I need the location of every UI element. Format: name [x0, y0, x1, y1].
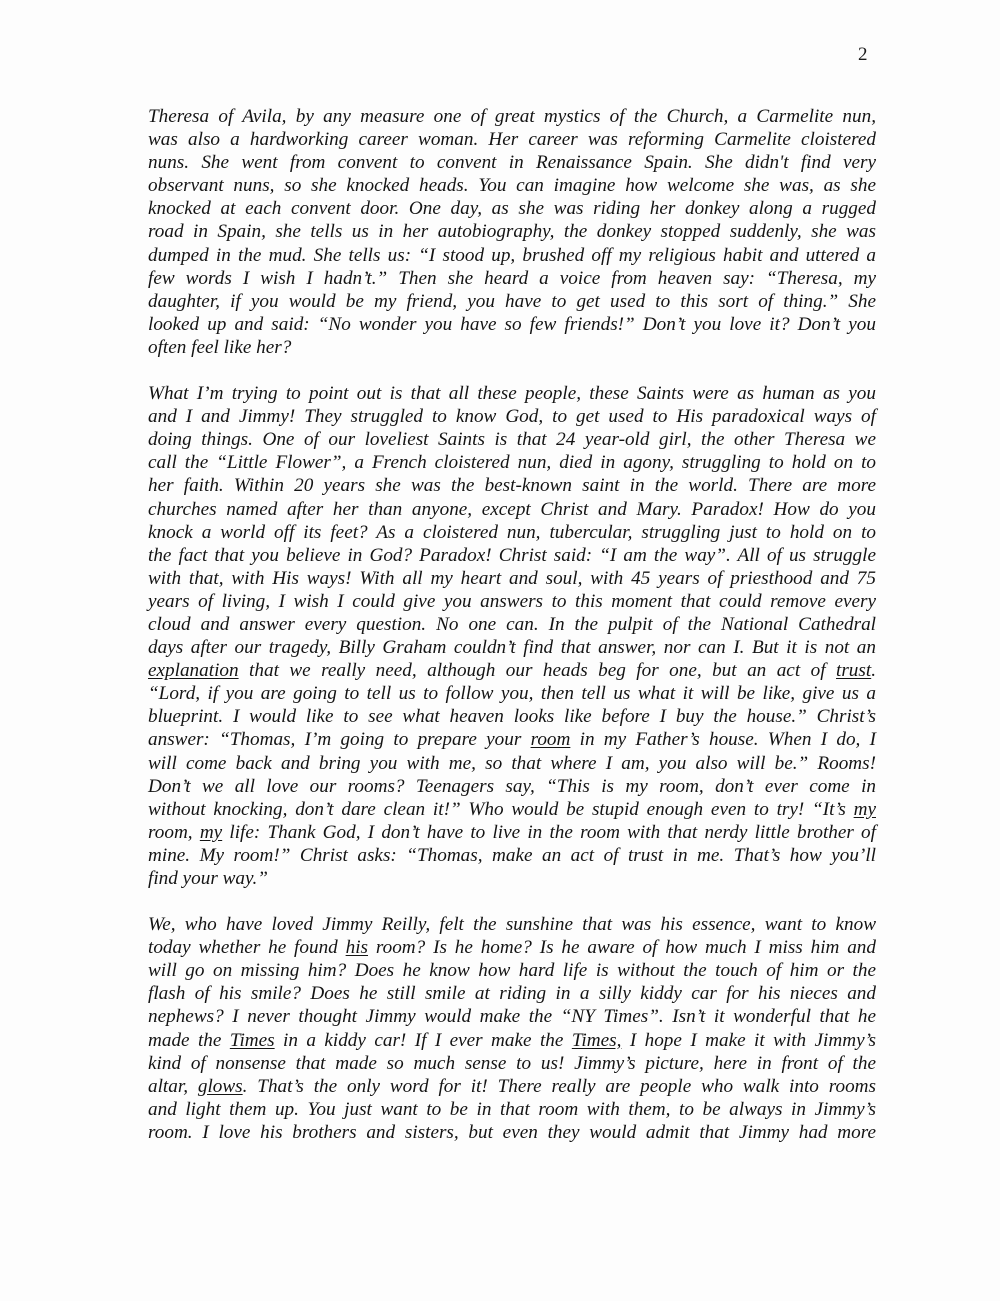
text-line: explanation that we really need, although our heads beg for one, but an act of trust.	[148, 660, 876, 682]
underlined-word: glows	[197, 1075, 243, 1097]
text-line: room, my life: Thank God, I don’t have to live in the room with that nerdy little brother of	[148, 821, 876, 843]
text-line: today whether he found his room? Is he home? Is he aware of how much I miss him and	[148, 937, 876, 959]
text-line: “Lord, if you are going to tell us to follow you, then tell us what it will be like, give us a	[148, 683, 876, 705]
text-line: find your way.”	[148, 868, 268, 889]
paragraph-theresa-of-avila	[148, 105, 876, 359]
text-line: was also a hardworking career woman. Her career was reforming Carmelite cloistered	[148, 129, 876, 151]
text-line: often feel like her?	[148, 336, 292, 358]
text-line: blueprint. I would like to see what heaven looks like before I buy the house.” Christ’s	[148, 706, 876, 728]
text-line: cloud and answer every question. No one can. In the pulpit of the National Cathedral	[148, 613, 876, 635]
text-line: Don’t we all love our rooms? Teenagers say, “This is my room, don’t ever come in	[148, 775, 876, 797]
text-line: will come back and bring you with me, so that where I am, you also will be.” Rooms!	[148, 752, 876, 774]
paragraph-jimmy-reilly	[148, 913, 876, 1144]
text-line: and light them up. You just want to be in that room with them, to be always in Jimmy’s	[148, 1098, 876, 1120]
underlined-word: my	[199, 821, 223, 843]
text-line: mine. My room!” Christ asks: “Thomas, make an act of trust in me. That’s how you’ll	[148, 844, 876, 866]
text-line: made the Times in a kiddy car! If I ever make the Times, I hope I make it with Jimmy’s	[148, 1029, 877, 1051]
text-line: without knocking, don’t dare clean it!” Who would be stupid enough even to try! “It’s my	[148, 798, 876, 820]
text-line: her faith. Within 20 years she was the best-known saint in the world. There are more	[148, 475, 876, 497]
text-line: looked up and said: “No wonder you have so few friends!” Don’t you love it? Don’t you	[148, 313, 876, 335]
text-line: call the “Little Flower”, a French cloistered nun, died in agony, struggling to hold on to	[148, 452, 876, 474]
text-line: We, who have loved Jimmy Reilly, felt the sunshine that was his essence, want to know	[148, 914, 876, 936]
text-line: nuns. She went from convent to convent in Renaissance Spain. She didn't find very	[148, 152, 876, 174]
document-body	[148, 105, 876, 1167]
text-line: answer: “Thomas, I’m going to prepare your room in my Father’s house. When I do, I	[148, 729, 876, 751]
text-line: Theresa of Avila, by any measure one of great mystics of the Church, a Carmelite nun,	[148, 106, 876, 127]
text-line: What I’m trying to point out is that all these people, these Saints were as human as you	[148, 383, 876, 405]
text-line: observant nuns, so she knocked heads. You can imagine how welcome she was, as she	[148, 175, 876, 197]
text-line: road in Spain, she tells us in her autobiography, the donkey stopped suddenly, she was	[148, 221, 876, 243]
text-line: knock a world off its feet? As a cloistered nun, tubercular, struggling just to hold on to	[148, 521, 876, 543]
text-line: room. I love his brothers and sisters, but even they would admit that Jimmy had more	[148, 1121, 876, 1143]
underlined-word: his	[345, 937, 369, 959]
underlined-word: room	[530, 729, 571, 751]
text-line: daughter, if you would be my friend, you have to get used to this sort of thing.” She	[148, 290, 876, 312]
underlined-word: Times	[229, 1029, 275, 1051]
text-line: dumped in the mud. She tells us: “I stood up, brushed off my religious habit and uttered a	[148, 244, 876, 266]
text-line: knocked at each convent door. One day, as she was riding her donkey along a rugged	[148, 198, 876, 220]
text-line: and I and Jimmy! They struggled to know God, to get used to His paradoxical ways of	[148, 406, 876, 428]
text-line: will go on missing him? Does he know how hard life is without the touch of him or the	[148, 960, 876, 982]
text-line: flash of his smile? Does he still smile at riding in a silly kiddy car for his nieces and	[148, 983, 876, 1005]
text-line: churches named after her than anyone, except Christ and Mary. Paradox! How do you	[148, 498, 876, 520]
text-line: days after our tragedy, Billy Graham couldn’t find that answer, nor can I. But it is not an	[148, 637, 876, 659]
underlined-word: trust	[836, 660, 872, 682]
text-line: years of living, I wish I could give you answers to this moment that could remove every	[148, 590, 876, 612]
underlined-word: my	[853, 798, 876, 820]
text-line: the fact that you believe in God? Paradox! Christ said: “I am the way”. All of us struggle	[148, 544, 876, 566]
text-line: altar, glows. That’s the only word for it! There really are people who walk into rooms	[148, 1075, 876, 1097]
text-line: doing things. One of our loveliest Saints is that 24 year-old girl, the other Theresa we	[148, 429, 876, 451]
text-line: with that, with His ways! With all my heart and soul, with 45 years of priesthood and 75	[148, 567, 876, 589]
text-line: few words I wish I hadn’t.” Then she heard a voice from heaven say: “Theresa, my	[148, 267, 876, 289]
paragraph-saints-human	[148, 382, 876, 890]
underlined-word: Times,	[571, 1029, 622, 1051]
page-number: 2	[858, 44, 868, 65]
text-line: nephews? I never thought Jimmy would make the “NY Times”. Isn’t it wonderful that he	[148, 1006, 876, 1028]
text-line: kind of nonsense that made so much sense to us! Jimmy’s picture, here in front of the	[148, 1052, 876, 1074]
underlined-word: explanation	[148, 660, 239, 682]
